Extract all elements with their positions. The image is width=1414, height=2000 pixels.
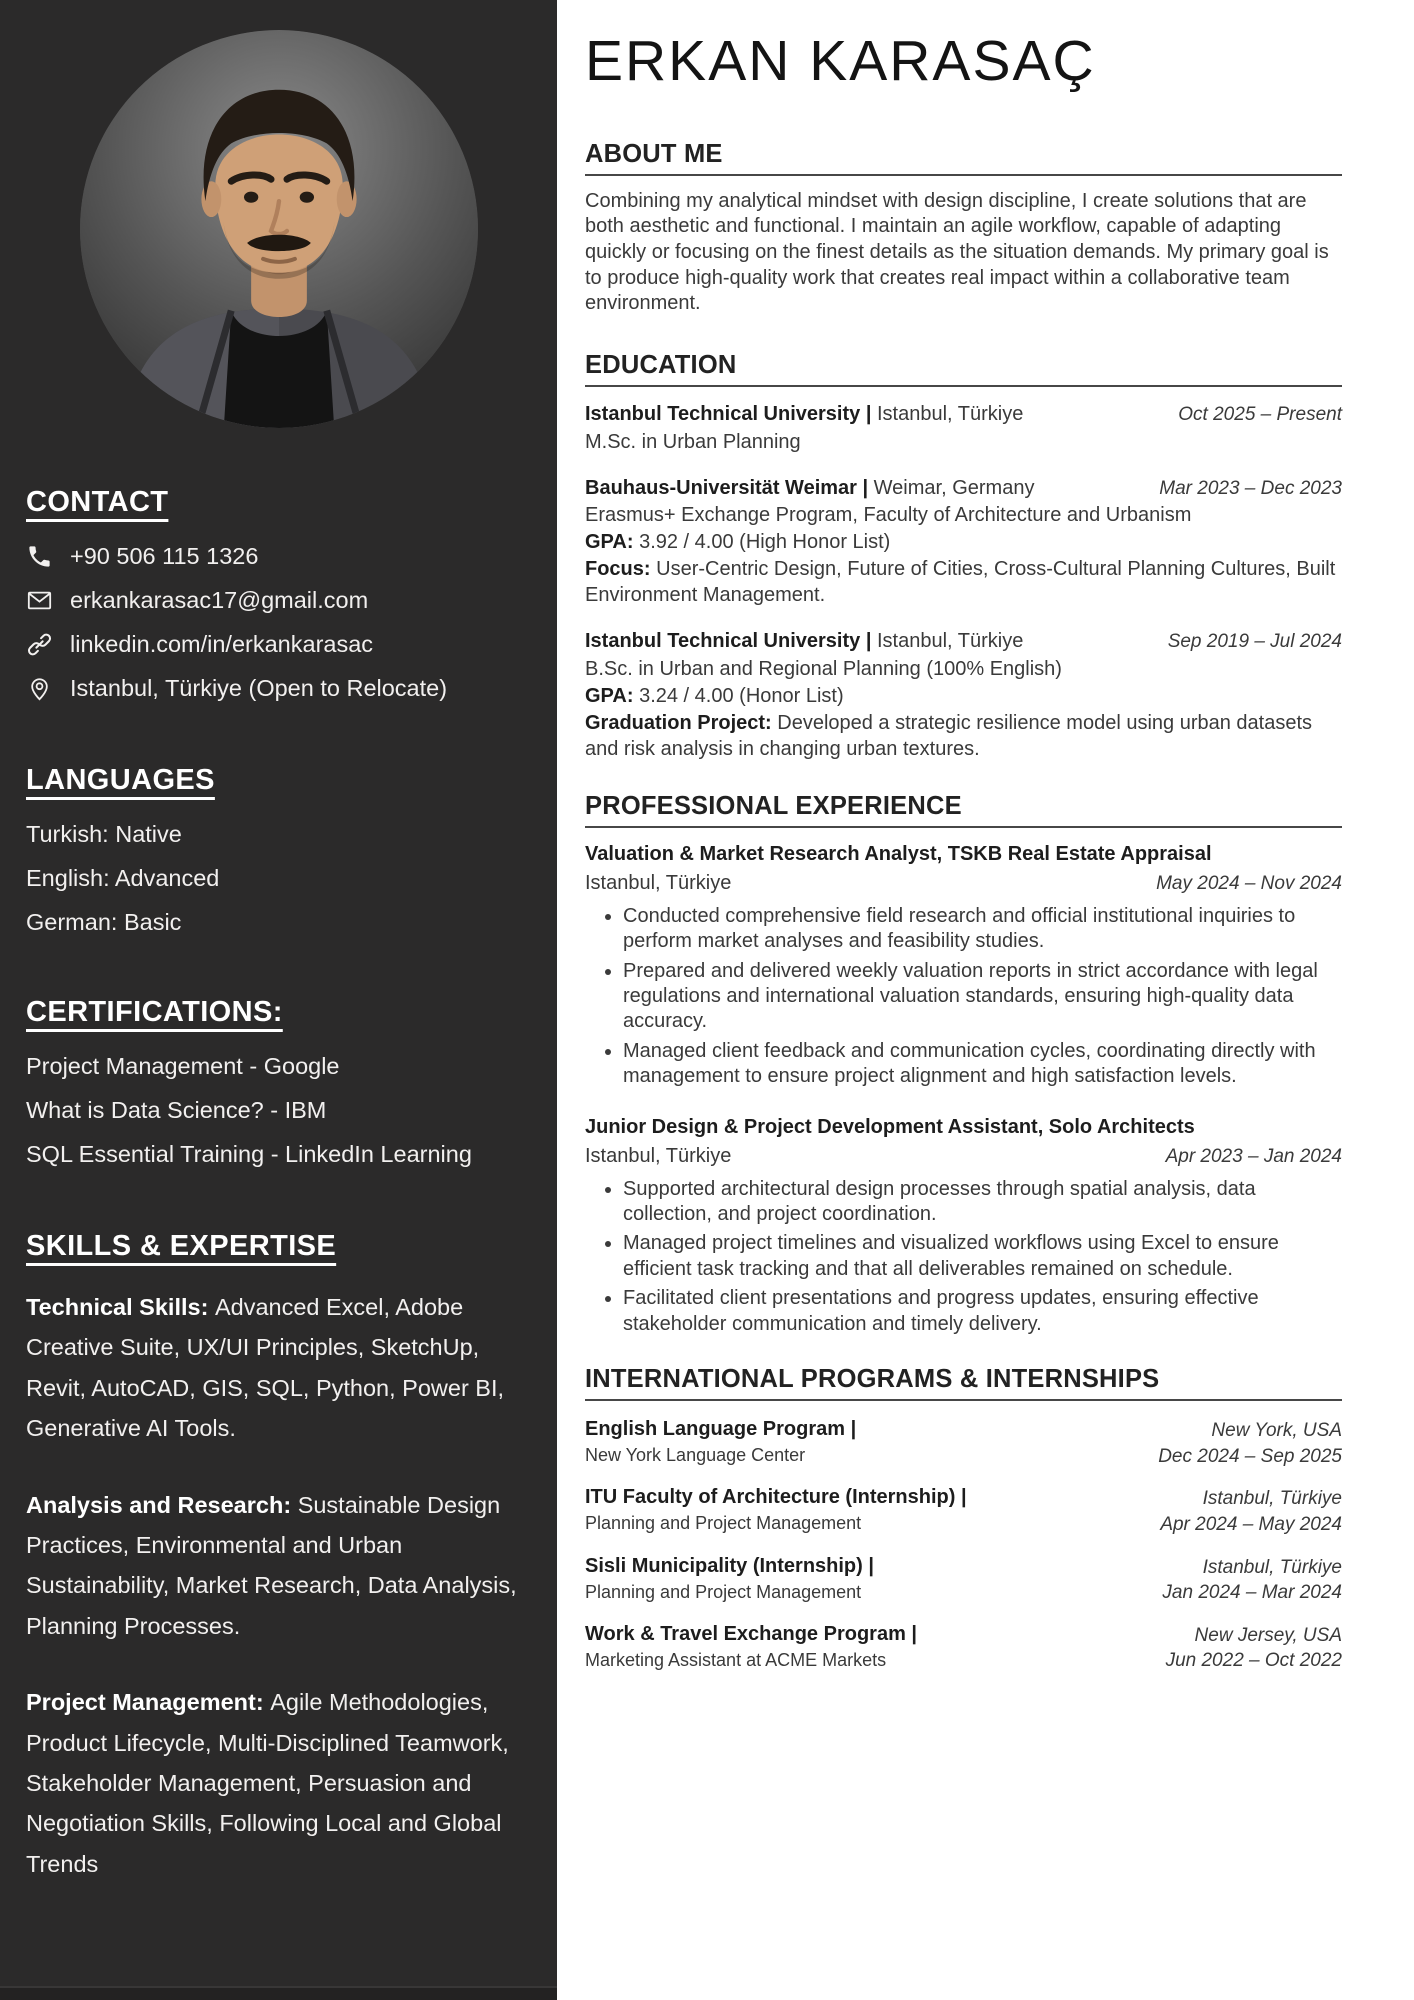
certifications-section [26, 996, 531, 1168]
program-entry [585, 1623, 1342, 1674]
program-right [1158, 1418, 1342, 1469]
education-detail: GPA: 3.92 / 4.00 (High Honor List) [585, 531, 891, 554]
skill-group-analysis [26, 1485, 531, 1647]
page-title: ERKAN KARASAÇ [585, 29, 1096, 93]
education-entry [585, 475, 1342, 609]
about-section [585, 140, 1342, 317]
education-entry-head [585, 475, 1342, 502]
program-title: Work & Travel Exchange Program | [585, 1622, 918, 1645]
language-item: English: Advanced [26, 865, 220, 891]
job-location: Istanbul, Türkiye [585, 1144, 732, 1167]
programs-section [585, 1365, 1342, 1674]
location-icon [26, 675, 53, 702]
program-right [1160, 1486, 1342, 1537]
school-location: Istanbul, Türkiye [876, 630, 1024, 653]
program-right [1166, 1623, 1342, 1674]
education-detail: B.Sc. in Urban and Regional Planning (100% English) [585, 657, 1062, 680]
program-date: Apr 2024 – May 2024 [1160, 1513, 1342, 1535]
school-line [585, 401, 1023, 427]
skills-section [26, 1230, 531, 1884]
program-left [585, 1418, 856, 1469]
program-subtitle: New York Language Center [585, 1444, 806, 1465]
job-bullet: • Prepared and delivered weekly valuation reports in strict accordance with legal regulations and international valuation standards, ensuring high-quality data accuracy. [623, 959, 1323, 1035]
certification-item: What is Data Science? - IBM [26, 1097, 327, 1123]
certification-item: SQL Essential Training - LinkedIn Learning [26, 1141, 472, 1167]
language-item: Turkish: Native [26, 821, 182, 847]
program-left [585, 1623, 917, 1674]
program-title: Sisli Municipality (Internship) | [585, 1554, 874, 1577]
job-bullet: • Managed client feedback and communication cycles, coordinating directly with management to ensure project alignment and high satisfaction levels. [623, 1039, 1323, 1090]
program-date: Jun 2022 – Oct 2022 [1165, 1650, 1342, 1672]
program-left [585, 1486, 967, 1537]
school-location: Istanbul, Türkiye [876, 402, 1024, 425]
job-entry [585, 1114, 1342, 1337]
job-title: Valuation & Market Research Analyst, TSKB Real Estate Appraisal [585, 842, 1212, 865]
skills-title: SKILLS & EXPERTISE [26, 1230, 337, 1262]
school-line [585, 628, 1023, 654]
program-subtitle: Planning and Project Management [585, 1513, 862, 1534]
program-date: Dec 2024 – Sep 2025 [1158, 1445, 1342, 1467]
program-location: New York, USA [1211, 1419, 1342, 1441]
certifications-title: CERTIFICATIONS: [26, 996, 283, 1028]
program-left [585, 1555, 874, 1606]
skill-group-text: Sustainable Design Practices, Environmental and Urban Sustainability, Market Research, Data Analysis, Planning Processes. [26, 1491, 517, 1639]
job-bullet: • Conducted comprehensive field research and official institutional inquiries to perform market analyses and feasibility studies. [623, 904, 1323, 955]
languages-title: LANGUAGES [26, 764, 215, 796]
certifications-list [26, 1053, 531, 1168]
program-entry [585, 1418, 1342, 1469]
skill-group-text: Advanced Excel, Adobe Creative Suite, UX/UI Principles, SketchUp, Revit, AutoCAD, GIS, SQL, Python, Power BI, Generative AI Tools. [26, 1294, 505, 1442]
education-date: Mar 2023 – Dec 2023 [1159, 477, 1342, 499]
education-entry-head [585, 628, 1342, 655]
program-title: English Language Program | [585, 1417, 857, 1440]
contact-linkedin-text: linkedin.com/in/erkankarasac [70, 631, 374, 657]
programs-title: INTERNATIONAL PROGRAMS & INTERNSHIPS [585, 1365, 1342, 1401]
education-section [585, 351, 1342, 762]
contact-title: CONTACT [26, 486, 169, 518]
main-column [557, 0, 1414, 2000]
education-detail: Erasmus+ Exchange Program, Faculty of Architecture and Urbanism [585, 504, 1192, 527]
education-entry [585, 401, 1342, 455]
job-bullets [585, 904, 1342, 1090]
program-entry [585, 1486, 1342, 1537]
education-detail: M.Sc. in Urban Planning [585, 430, 801, 453]
experience-title: PROFESSIONAL EXPERIENCE [585, 792, 1342, 828]
education-title: EDUCATION [585, 351, 1342, 387]
job-subline [585, 1145, 1342, 1168]
skill-group-project-management [26, 1682, 531, 1884]
contact-item-phone [26, 543, 531, 570]
education-detail: GPA: 3.24 / 4.00 (Honor List) [585, 684, 844, 707]
languages-list [26, 821, 531, 936]
link-icon [26, 631, 53, 658]
program-date: Jan 2024 – Mar 2024 [1162, 1582, 1342, 1604]
contact-item-location [26, 675, 531, 702]
school-name: Bauhaus-Universität Weimar | [585, 476, 874, 499]
job-entry [585, 841, 1342, 1090]
job-location: Istanbul, Türkiye [585, 871, 732, 894]
portrait-illustration [80, 30, 478, 428]
program-subtitle: Marketing Assistant at ACME Markets [585, 1649, 887, 1670]
job-bullet: • Managed project timelines and visualized workflows using Excel to ensure efficient task tracking and that all deliverables remained on schedule. [623, 1231, 1323, 1282]
skill-group-label: Analysis and Research: [26, 1491, 298, 1518]
job-bullet: • Facilitated client presentations and progress updates, ensuring effective stakeholder communication and timely delivery. [623, 1286, 1323, 1337]
profile-photo [80, 30, 478, 428]
education-date: Oct 2025 – Present [1178, 403, 1342, 425]
skill-group-label: Project Management: [26, 1689, 271, 1716]
education-detail: Graduation Project: Developed a strategic resilience model using urban datasets and risk analysis in changing urban textures. [585, 711, 1313, 760]
contact-item-linkedin [26, 631, 531, 658]
school-name: Istanbul Technical University | [585, 402, 877, 425]
job-date: May 2024 – Nov 2024 [1156, 872, 1342, 894]
languages-section [26, 764, 531, 936]
program-subtitle: Planning and Project Management [585, 1581, 862, 1602]
program-title: ITU Faculty of Architecture (Internship) | [585, 1486, 967, 1509]
language-item: German: Basic [26, 909, 182, 935]
job-title: Junior Design & Project Development Assistant, Solo Architects [585, 1115, 1195, 1138]
contact-list [26, 543, 531, 702]
contact-phone-text: +90 506 115 1326 [70, 543, 259, 569]
envelope-icon [26, 587, 53, 614]
contact-email-text: erkankarasac17@gmail.com [70, 587, 369, 613]
about-title: ABOUT ME [585, 140, 1342, 176]
job-subline [585, 872, 1342, 895]
skill-group-label: Technical Skills: [26, 1294, 215, 1320]
sidebar [0, 0, 557, 2000]
about-text: Combining my analytical mindset with design discipline, I create solutions that are both aesthetic and functional. I maintain an agile workflow, capable of adapting quickly or focusing on the finest details as the situation demands. My primary goal is to produce high-quality work that creates real impact within a collaborative team environment. [585, 189, 1329, 315]
program-location: Istanbul, Türkiye [1202, 1488, 1342, 1510]
contact-item-email [26, 587, 531, 614]
certification-item: Project Management - Google [26, 1053, 340, 1079]
education-entry-head [585, 401, 1342, 428]
school-name: Istanbul Technical University | [585, 630, 877, 653]
skill-group-text: Agile Methodologies, Product Lifecycle, Multi-Disciplined Teamwork, Stakeholder Management, Persuasion and Negotiation Skills, Following Local and Global Trends [26, 1689, 509, 1877]
school-location: Weimar, Germany [873, 476, 1035, 499]
program-right [1162, 1555, 1342, 1606]
school-line [585, 475, 1034, 501]
job-bullets [585, 1177, 1342, 1337]
program-entry [585, 1555, 1342, 1606]
experience-section [585, 792, 1342, 1337]
program-location: New Jersey, USA [1194, 1624, 1342, 1646]
skill-group-technical [26, 1287, 531, 1449]
phone-icon [26, 543, 53, 570]
education-date: Sep 2019 – Jul 2024 [1167, 631, 1342, 653]
education-entry [585, 628, 1342, 762]
job-date: Apr 2023 – Jan 2024 [1165, 1145, 1342, 1167]
program-location: Istanbul, Türkiye [1202, 1556, 1342, 1578]
contact-section [26, 486, 531, 702]
education-detail: Focus: User-Centric Design, Future of Cities, Cross-Cultural Planning Cultures, Built Environment Management. [585, 558, 1336, 607]
job-bullet: • Supported architectural design processes through spatial analysis, data collection, and project coordination. [623, 1177, 1323, 1228]
contact-location-text: Istanbul, Türkiye (Open to Relocate) [70, 675, 448, 701]
